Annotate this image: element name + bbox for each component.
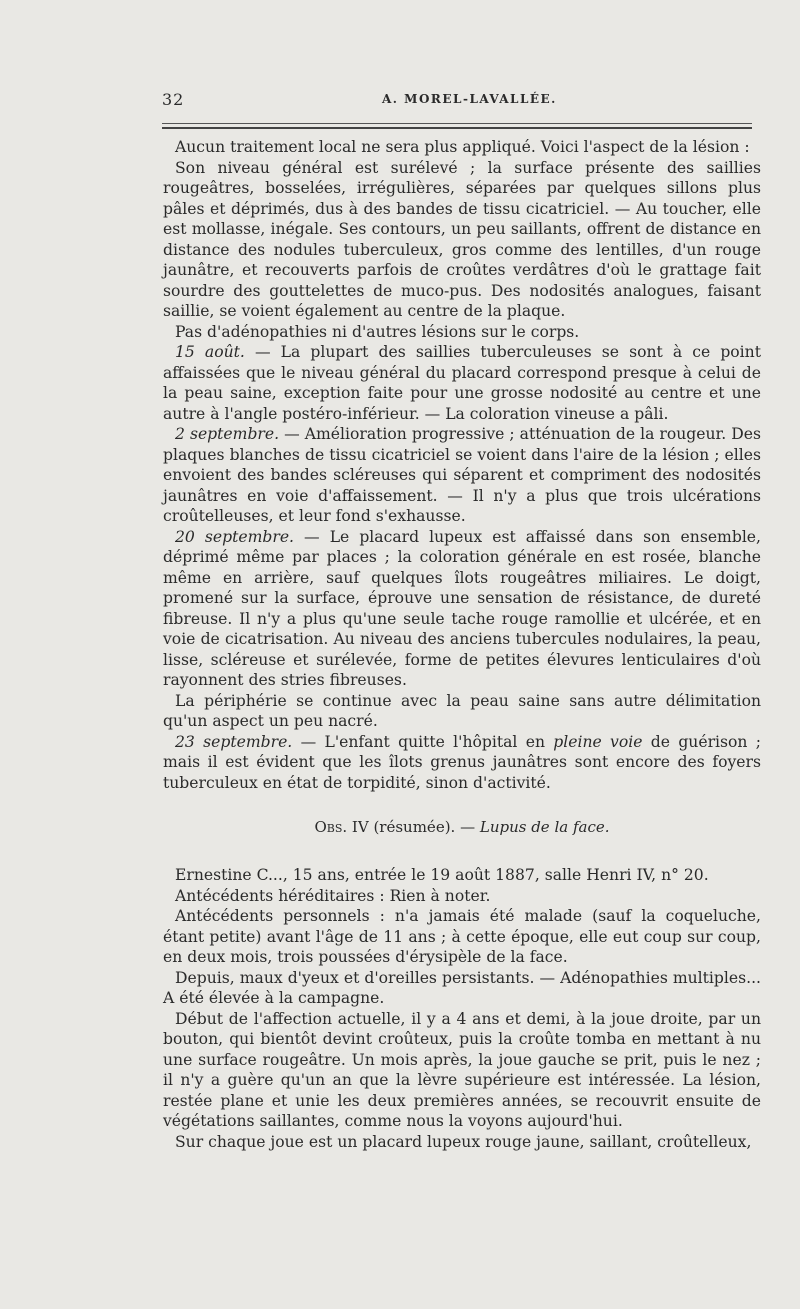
entry-date: 20 septembre. — [175, 527, 295, 546]
entry-date: 23 septembre. — [175, 732, 293, 751]
entry-date: 2 septembre. — [175, 425, 280, 443]
paragraph: La périphérie se continue avec la peau saine sans autre délimitation qu'un aspect un peu nacré. — [163, 691, 761, 730]
paragraph: Depuis, maux d'yeux et d'oreilles persistants. — Adénopathies multiples... A été élevée à la campagne. — [163, 968, 761, 1007]
obs-summary: (résumée). — — [368, 818, 480, 836]
paragraph — [163, 732, 761, 794]
obs-title: Lupus de la face. — [479, 818, 610, 836]
entry-text: — L'enfant quitte l'hôpital en — [292, 732, 554, 751]
paragraph: Début de l'affection actuelle, il y a 4 ans et demi, à la joue droite, par un bouton, qui bientôt devint croûteux, puis la croûte tomba en mettant à nu une surface rougeâtre. Un mois après, la joue gauche se prit, puis le nez ; il n'y a guère qu'un an que la lèvre supérieure est intéressée. La lésion, restée plane et unie les deux premières années, se recouvrit ensuite de végétations saillantes, comme nous la voyons aujourd'hui. — [163, 1009, 761, 1130]
observation-body — [163, 865, 761, 1152]
observation-heading — [163, 817, 761, 838]
paragraph — [163, 424, 761, 527]
paragraph: Son niveau général est surélevé ; la surface présente des saillies rougeâtres, bosselées, irrégulières, séparées par quelques sillons plus pâles et déprimés, dus à des bandes de tissu cicatriciel. — Au toucher, elle est mollasse, inégale. Ses contours, un peu saillants, offrent de distance en distance des nodules tuberculeux, gros comme des lentilles, d'un rouge jaunâtre, et recouverts parfois de croûtes verdâtres d'où le grattage fait sourdre des gouttelettes de muco-pus. Des nodosités analogues, faisant saillie, se voient également au centre de la plaque. — [163, 158, 761, 320]
paragraph: Pas d'adénopathies ni d'autres lésions sur le corps. — [175, 322, 580, 341]
paragraph: Sur chaque joue est un placard lupeux rouge jaune, saillant, croûtelleux, — [175, 1132, 752, 1151]
paragraph: Antécédents héréditaires : Rien à noter. — [175, 886, 491, 905]
paragraph: Antécédents personnels : n'a jamais été malade (sauf la coqueluche, étant petite) avant l'âge de 11 ans ; à cette époque, elle eut coup sur coup, en deux mois, trois poussées d'érysipèle de la face. — [163, 907, 761, 966]
paragraph — [163, 527, 761, 691]
emphasis: pleine voie — [553, 732, 643, 751]
paragraph — [163, 342, 761, 424]
entry-text: de guérison ; mais il est évident que les îlots grenus jaunâtres sont encore des foyers tuberculeux en état de torpidité, sinon d'activité. — [163, 732, 762, 792]
entry-text: — Amélioration progressive ; atténuation de la rougeur. Des plaques blanches de tissu cicatriciel se voient dans l'aire de la lésion ; elles envoient des bandes scléreuses qui séparent et compriment des nodosités jaunâtres en voie d'affaissement. — Il n'y a plus que trois ulcérations croûtelleuses, et leur fond s'exhausse. — [163, 425, 761, 525]
paragraph: Aucun traitement local ne sera plus appliqué. Voici l'aspect de la lésion : — [175, 138, 750, 156]
entry-text: — La plupart des saillies tuberculeuses se sont à ce point affaissées que le niveau général du placard correspond presque à celui de la peau saine, exception faite pour une grosse nodosité au centre et une autre à l'angle postéro-inférieur. — La coloration vineuse a pâli. — [163, 343, 761, 423]
paragraph: Ernestine C..., 15 ans, entrée le 19 août 1887, salle Henri IV, n° 20. — [175, 866, 709, 884]
running-head: A. MOREL-LAVALLÉE. — [382, 92, 557, 106]
header-rule — [162, 123, 752, 124]
header-rule-thick — [162, 127, 752, 129]
page-number: 32 — [162, 90, 185, 109]
entry-date: 15 août. — [175, 343, 245, 361]
page-header — [162, 90, 752, 112]
case-continuation — [163, 137, 761, 793]
obs-label: Obs. IV — [314, 818, 369, 836]
entry-text: — Le placard lupeux est affaissé dans son ensemble, déprimé même par places ; la coloration générale en est rosée, blanche même en arrière, sauf quelques îlots rougeâtres miliaires. Le doigt, promené sur la surface, éprouve une sensation de résistance, de dureté fibreuse. Il n'y a plus qu'une seule tache rouge ramollie et ulcérée, et en voie de cicatrisation. Au niveau des anciens tubercules nodulaires, la peau, lisse, scléreuse et surélevée, forme de petites élevures lenticulaires d'où rayonnent des stries fibreuses. — [163, 527, 761, 689]
